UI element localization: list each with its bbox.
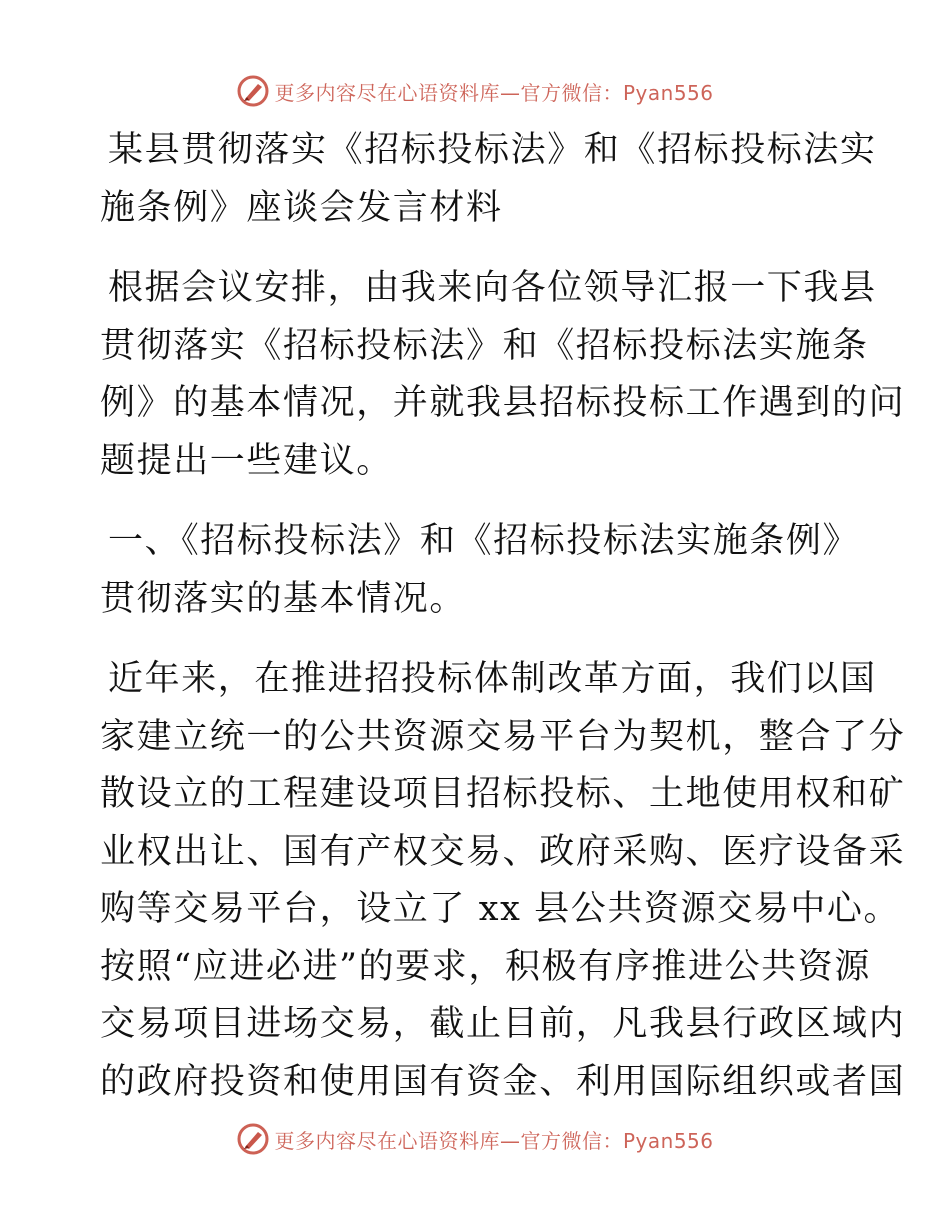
intro-paragraph [100,260,906,490]
pen-seal-logo-icon [236,1122,270,1156]
paragraph-line: 根据会议安排，由我来向各位领导汇报一下我县 [108,268,877,308]
section-body-paragraph [100,651,906,1111]
paragraph-line: 家建立统一的公共资源交易平台为契机，整合了分 [100,716,906,757]
watermark-caption: 更多内容尽在心语资料库—官方微信： [274,1128,623,1153]
paragraph-line: 近年来，在推进招投标体制改革方面，我们以国 [108,659,877,699]
heading-line: 贯彻落实的基本情况。 [100,578,467,619]
watermark-text [274,77,713,106]
paragraph-line: 交易项目进场交易，截止目前，凡我县行政区域内 [100,1004,906,1044]
header-watermark [0,71,950,111]
watermark-text [274,1125,713,1154]
paragraph-line: 贯彻落实《招标投标法》和《招标投标法实施条 [100,325,869,366]
paragraph-line: 业权出让、国有产权交易、政府采购、医疗设备采 [100,831,906,872]
footer-watermark [0,1119,950,1159]
pen-seal-logo-icon [236,74,270,108]
paragraph-line: 购等交易平台，设立了 xx 县公共资源交易中心。 [100,889,901,929]
paragraph-line: 题提出一些建议。 [100,440,393,481]
watermark-caption: 更多内容尽在心语资料库—官方微信： [274,80,623,105]
paragraph-line: 散设立的工程建设项目招标投标、土地使用权和矿 [100,774,906,814]
document-title [100,122,877,237]
paragraph-line: 的政府投资和使用国有资金、利用国际组织或者国 [100,1061,906,1102]
title-line: 施条例》座谈会发言材料 [100,187,503,228]
document-body [100,122,906,1134]
watermark-wechat-id: Pyan556 [622,1128,714,1153]
paragraph-line: 例》的基本情况，并就我县招标投标工作遇到的问 [100,383,906,423]
heading-line: 一、《招标投标法》和《招标投标法实施条例》 [108,521,860,561]
paragraph-line: 按照“应进必进”的要求，积极有序推进公共资源 [100,946,871,987]
watermark-wechat-id: Pyan556 [622,80,714,105]
title-line: 某县贯彻落实《招标投标法》和《招标投标法实 [108,130,877,170]
section-heading [100,513,860,628]
